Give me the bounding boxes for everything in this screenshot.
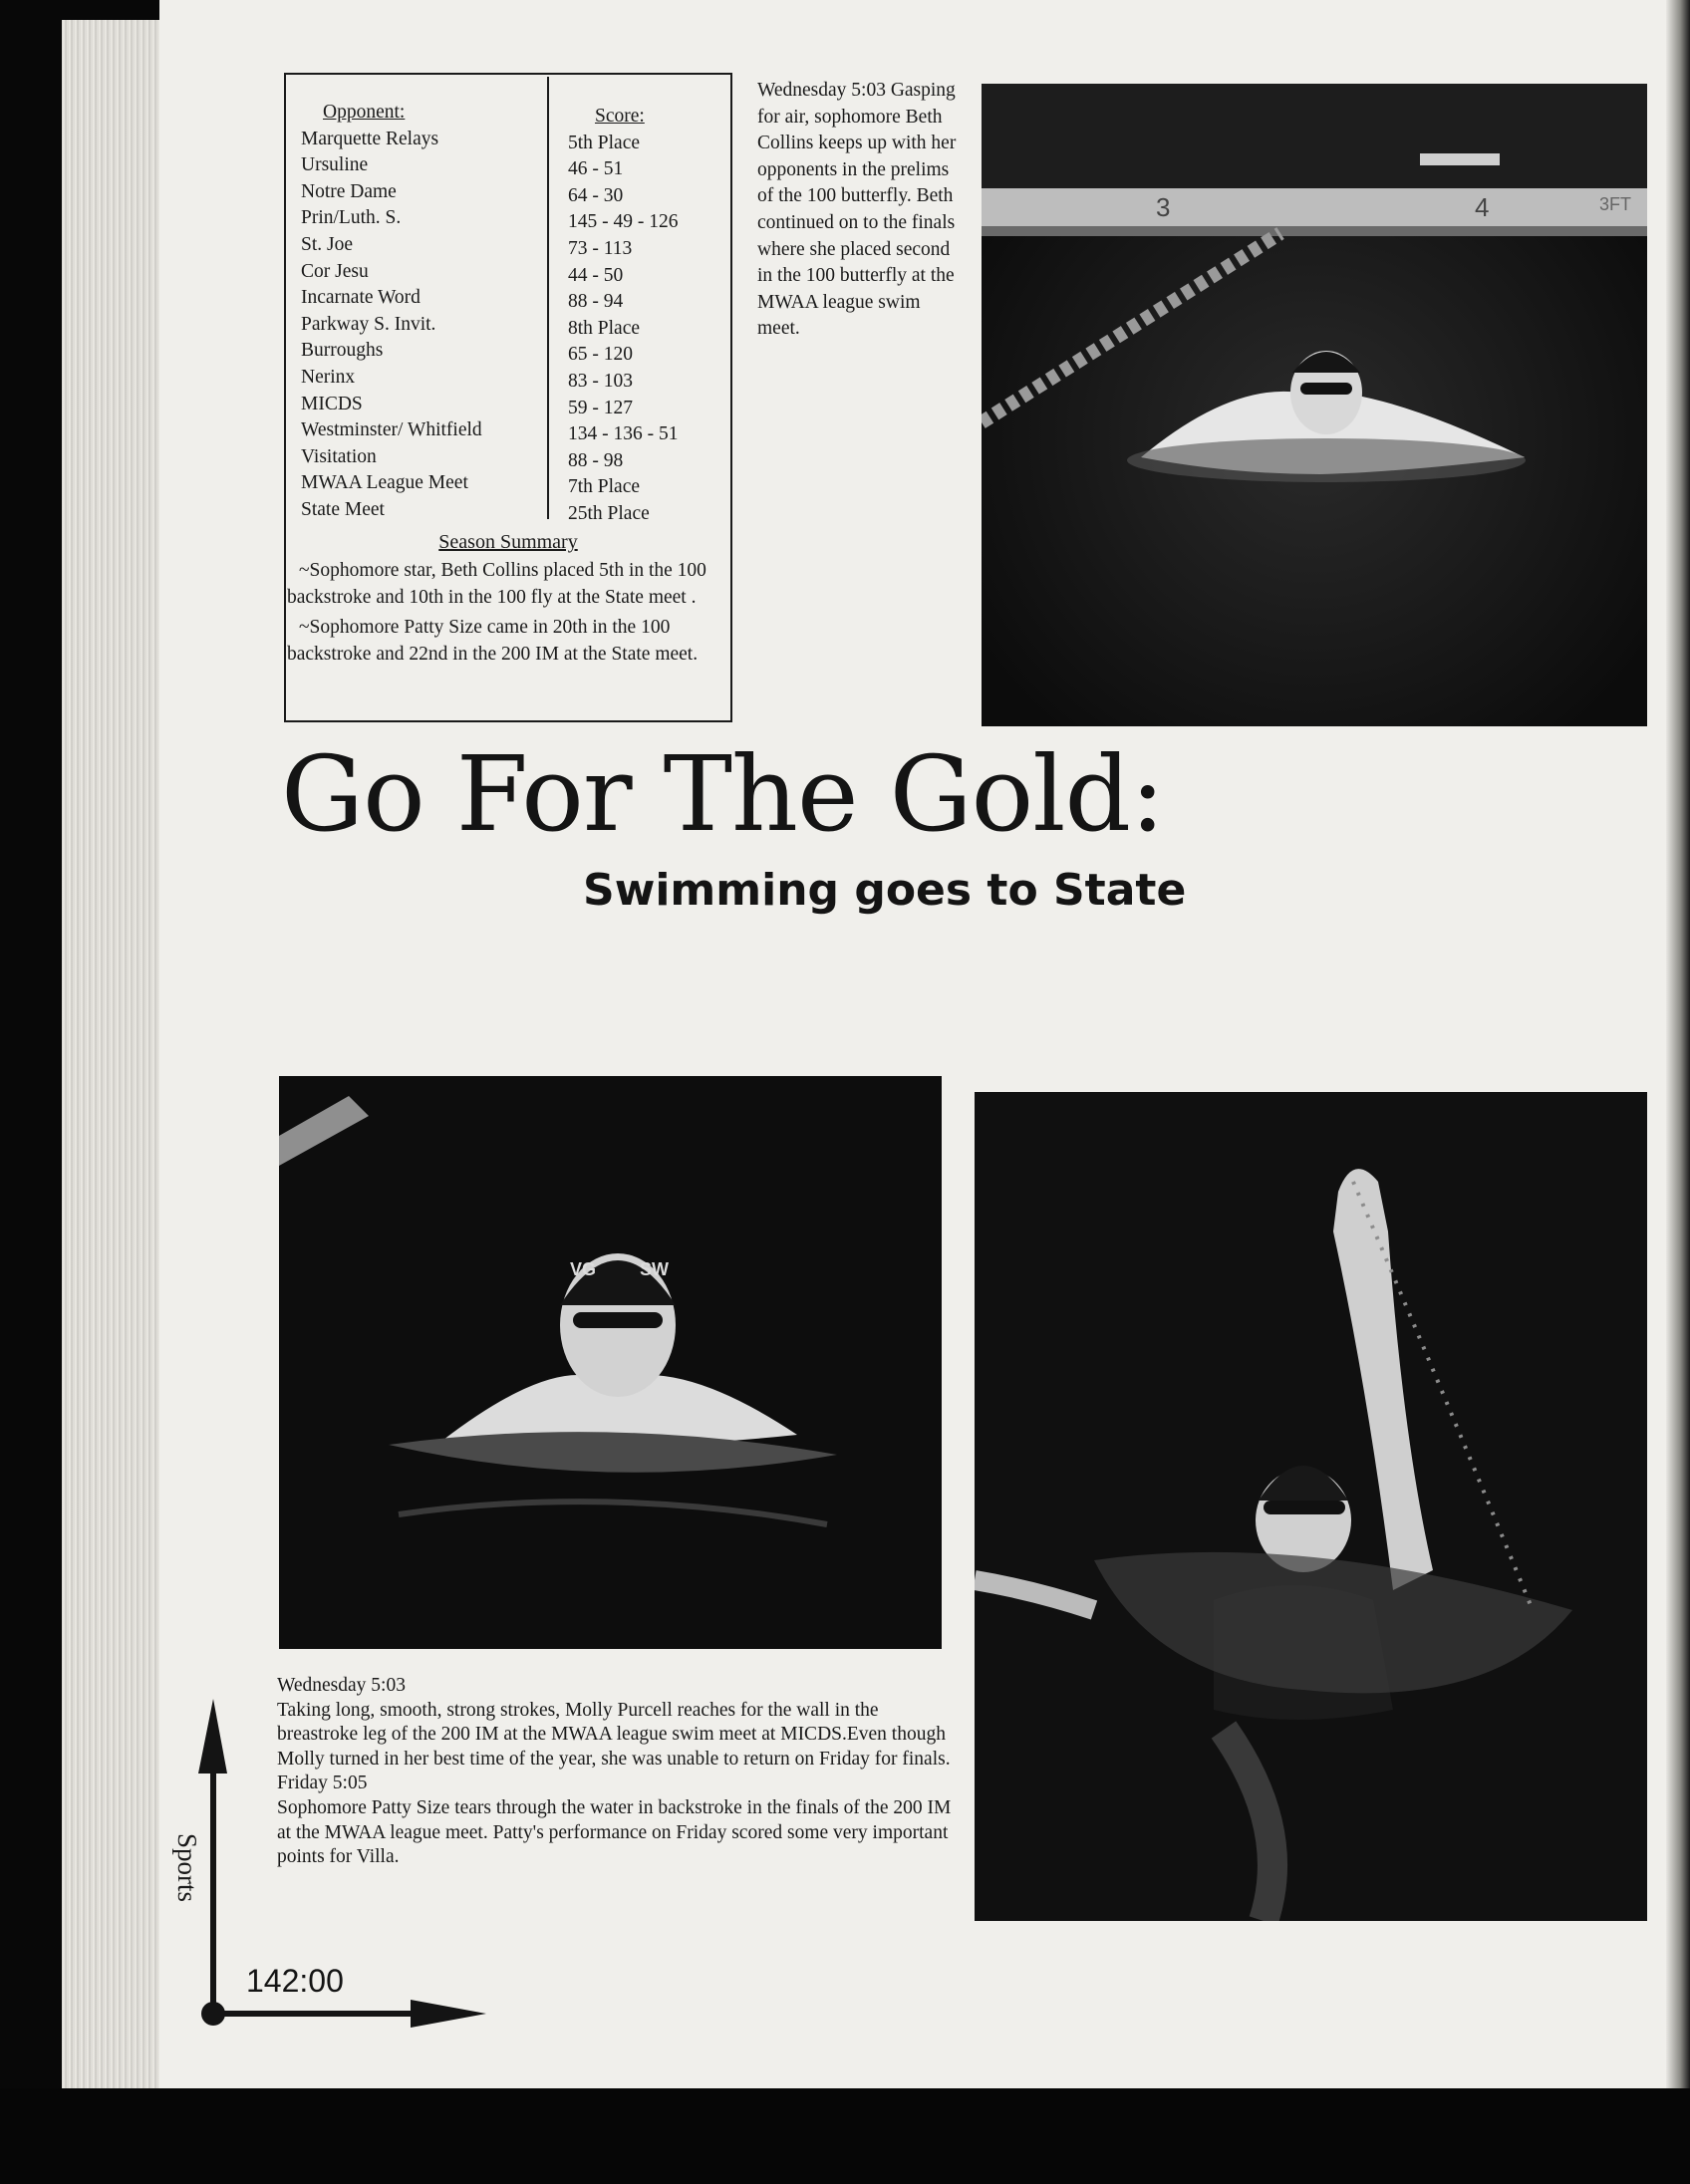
score-value: 88 - 94: [568, 291, 624, 313]
score-value: 5th Place: [568, 132, 641, 153]
opponent-name: Westminster/ Whitfield: [301, 419, 482, 441]
score-value: 7th Place: [568, 476, 641, 498]
butterfly-swimmer-photo: [982, 84, 1647, 726]
opponent-name: Parkway S. Invit.: [301, 313, 436, 335]
page-edges: [62, 20, 171, 2092]
caption-1-text: Taking long, smooth, strong strokes, Molly Purcell reaches for the wall in the breastroke leg of the 200 IM at the MWAA league swim meet at MICDS.Even though Molly turned in her best time of the year, she was unable to return on Friday for finals.: [277, 1699, 951, 1770]
section-label: Sports: [172, 1833, 202, 1903]
summary-item: ~Sophomore star, Beth Collins placed 5th in the 100 backstroke and 10th in the 100 fly at the State meet .: [287, 560, 706, 608]
page-number: 142:00: [246, 1963, 344, 1999]
score-value: 73 - 113: [568, 237, 633, 259]
season-summary-text: [287, 558, 725, 668]
opponent-name: MICDS: [301, 393, 363, 414]
score-value: 134 - 136 - 51: [568, 423, 679, 445]
opponent-name: Visitation: [301, 445, 377, 467]
backstroke-photo-art: [975, 1092, 1647, 1921]
opponent-column: [301, 100, 550, 524]
score-value: 44 - 50: [568, 264, 624, 286]
opponent-name: Notre Dame: [301, 180, 397, 202]
opponent-name: Incarnate Word: [301, 287, 421, 309]
headline: Go For The Gold:: [281, 733, 1165, 855]
season-summary-title: Season Summary: [438, 531, 578, 553]
subheadline: Swimming goes to State: [583, 865, 1187, 916]
section-arrow-graphic: [189, 1699, 498, 2043]
breaststroke-swimmer-photo: [279, 1076, 942, 1649]
opponent-name: Burroughs: [301, 340, 384, 362]
backstroke-swimmer-photo: [975, 1092, 1647, 1921]
opponent-name: Cor Jesu: [301, 260, 369, 282]
opponent-name: State Meet: [301, 498, 385, 520]
score-value: 64 - 30: [568, 184, 624, 206]
score-value: 88 - 98: [568, 449, 624, 471]
opponent-name: Nerinx: [301, 366, 356, 388]
opponent-name: Marquette Relays: [301, 128, 439, 149]
breaststroke-photo-art: [279, 1076, 942, 1649]
opponent-header: Opponent:: [323, 102, 406, 123]
scan-bottom-shadow: [0, 2088, 1690, 2184]
score-value: 25th Place: [568, 502, 650, 524]
score-value: 46 - 51: [568, 158, 624, 180]
caption-2-text: Sophomore Patty Size tears through the water in backstroke in the finals of the 200 IM at the MWAA league meet. Patty's performance on Friday scored some very important points for Villa.: [277, 1796, 952, 1868]
score-value: 65 - 120: [568, 344, 633, 366]
page-gutter-shadow: [1666, 0, 1690, 2092]
score-list: [568, 131, 727, 528]
score-value: 145 - 49 - 126: [568, 211, 679, 233]
score-header: Score:: [595, 106, 645, 127]
score-value: 83 - 103: [568, 370, 633, 392]
swim-cap-text-right: SW: [640, 1259, 669, 1279]
lane-3-marker: 3: [1156, 192, 1171, 222]
caption-2-time: Friday 5:05: [277, 1773, 368, 1794]
top-photo-caption: Wednesday 5:03 Gasping for air, sophomore Beth Collins keeps up with her opponents in the prelims of the 100 butterfly. Beth continued on to the finals where she placed second in the 100 butterfly at the MWAA league swim meet.: [757, 80, 957, 340]
opponent-name: Prin/Luth. S.: [301, 207, 402, 229]
caption-1-time: Wednesday 5:03: [277, 1675, 406, 1696]
lane-4-marker: 4: [1475, 192, 1490, 222]
score-value: 59 - 127: [568, 397, 633, 418]
butterfly-photo-art: [982, 84, 1647, 726]
opponent-name: St. Joe: [301, 233, 354, 255]
score-column: [568, 104, 727, 528]
opponent-name: MWAA League Meet: [301, 472, 468, 494]
summary-item: ~Sophomore Patty Size came in 20th in the 100 backstroke and 22nd in the 200 IM at the State meet.: [287, 617, 699, 665]
swim-cap-text-left: VG: [570, 1259, 597, 1279]
opponent-list: [301, 127, 550, 524]
depth-marker: 3FT: [1599, 194, 1632, 214]
opponent-name: Ursuline: [301, 154, 369, 176]
score-value: 8th Place: [568, 317, 641, 339]
